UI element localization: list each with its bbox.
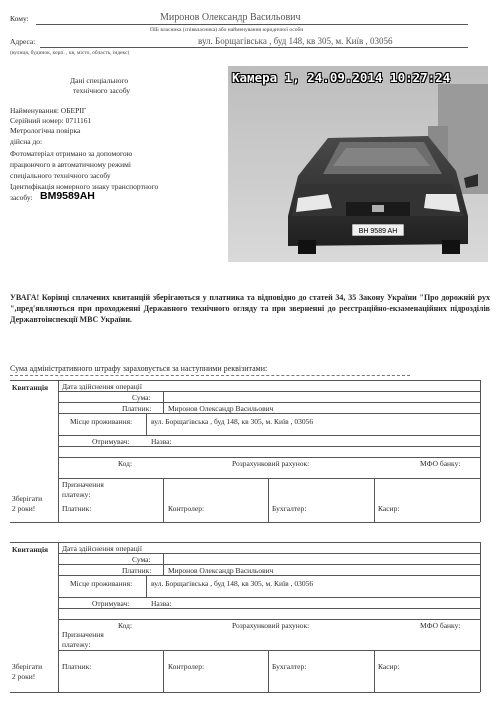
receipt-2-controller: Контролер:: [168, 662, 205, 671]
receipt-1-date-label: Дата здійснення операції: [62, 382, 142, 391]
receipt-1-sum-label: Сума:: [132, 393, 151, 402]
receipt-1-keep-1: Зберігати: [12, 494, 43, 503]
receipt-1-residence-label: Місце проживання:: [70, 417, 133, 426]
device-material-1: Фотоматеріал отримано за допомогою: [10, 149, 133, 158]
fine-sum-line: [10, 375, 410, 376]
adresa-caption: (вулиця, будинок, корп. , кв, місто, область, індекс): [10, 50, 130, 56]
komu-caption: ПІБ власника (співвласника) або найменування юридичної особи: [150, 27, 304, 33]
receipt-2-payer-label: Платник:: [122, 566, 152, 575]
receipt-1-cashier: Касир:: [378, 504, 400, 513]
receipt-2-keep-1: Зберігати: [12, 662, 43, 671]
device-serial: Серійний номер: 0711161: [10, 116, 92, 125]
receipt-1-name-label: Назва:: [151, 437, 172, 446]
receipt-1-residence-value: вул. Борщагівська , буд 148, кв 305, м. Київ , 03056: [151, 417, 314, 426]
receipt-1-account-label: Розрахунковий рахунок:: [232, 459, 310, 468]
receipt-1-mfo-label: МФО банку:: [420, 459, 461, 468]
receipt-2-account-label: Розрахунковий рахунок:: [232, 621, 310, 630]
receipt-2-payer-sig: Платник:: [62, 662, 92, 671]
receipt-2: [10, 542, 490, 692]
device-ident-1: Ідентифікація номерного знаку транспортного: [10, 182, 159, 191]
receipt-2-keep-2: 2 роки!: [12, 672, 36, 681]
receipt-2-name-label: Назва:: [151, 599, 172, 608]
receipt-1: [10, 380, 490, 522]
device-ident-2: засобу:: [10, 193, 33, 202]
receipt-1-title: Квитанція: [12, 383, 49, 392]
receipt-2-residence-label: Місце проживання:: [70, 579, 133, 588]
receipt-1-recipient-label: Отримувач:: [92, 437, 130, 446]
receipt-1-keep-2: 2 роки!: [12, 504, 36, 513]
device-title-2: технічного засобу: [73, 86, 131, 95]
fine-sum-text: Сума адміністративного штрафу зараховується за наступними реквізитами:: [10, 364, 268, 373]
receipt-1-payer-value: Миронов Олександр Васильович: [168, 404, 274, 413]
recipient-name: Миронов Олександр Васильович: [160, 12, 301, 23]
adresa-label: Адреса:: [10, 37, 36, 46]
device-verification: Метрологічна повірка: [10, 126, 81, 135]
camera-timestamp: Камера 1, 24.09.2014 10:27:24: [232, 70, 451, 85]
receipt-2-residence-value: вул. Борщагівська , буд 148, кв 305, м. Київ , 03056: [151, 579, 314, 588]
device-material-2: працюючого в автоматичному режимі: [10, 160, 131, 169]
receipt-1-controller: Контролер:: [168, 504, 205, 513]
camera-photo: [228, 66, 488, 262]
receipt-2-mfo-label: МФО банку:: [420, 621, 461, 630]
komu-label: Кому:: [10, 14, 29, 23]
receipt-1-purpose-1: Призначення: [62, 480, 104, 489]
receipt-1-payer-sig: Платник:: [62, 504, 92, 513]
receipt-2-accountant: Бухгалтер:: [272, 662, 307, 671]
komu-line: [36, 24, 468, 25]
car-plate-text: BH 9589 AH: [358, 228, 398, 235]
receipt-1-purpose-2: платежу:: [62, 490, 91, 499]
recipient-address: вул. Борщагівська , буд 148, кв 305, м. Київ , 03056: [198, 36, 393, 46]
receipt-2-date-label: Дата здійснення операції: [62, 544, 142, 553]
adresa-line: [40, 47, 468, 48]
receipt-2-cashier: Касир:: [378, 662, 400, 671]
notice-text: УВАГА! Корінці сплачених квитанцій зберігаються у платника та відповідно до статей 34, 35 Закону України "Про дорожній рух ",пред'являються при проходженні Державного технічного огляду та при зверненні до реєстраційно-екзаменаційних підрозділів Державтоінспекції МВС України.: [10, 293, 490, 324]
receipt-2-purpose-2: платежу:: [62, 640, 91, 649]
receipt-2-title: Квитанція: [12, 545, 49, 554]
device-material-3: спеціального технічного засобу: [10, 171, 111, 180]
receipt-2-code-label: Код:: [118, 621, 133, 630]
device-valid: дійсна до:: [10, 137, 43, 146]
receipt-1-accountant: Бухгалтер:: [272, 504, 307, 513]
receipt-2-sum-label: Сума:: [132, 555, 151, 564]
car-image: [228, 66, 488, 262]
device-name: Найменування: ОБЕРІГ: [10, 106, 87, 115]
receipt-1-code-label: Код:: [118, 459, 133, 468]
receipt-2-payer-value: Миронов Олександр Васильович: [168, 566, 274, 575]
plate-number: BM9589AH: [40, 190, 95, 202]
receipt-2-recipient-label: Отримувач:: [92, 599, 130, 608]
receipt-1-payer-label: Платник:: [122, 404, 152, 413]
device-title-1: Дані спеціального: [70, 76, 129, 85]
receipt-2-purpose-1: Призначення: [62, 630, 104, 639]
